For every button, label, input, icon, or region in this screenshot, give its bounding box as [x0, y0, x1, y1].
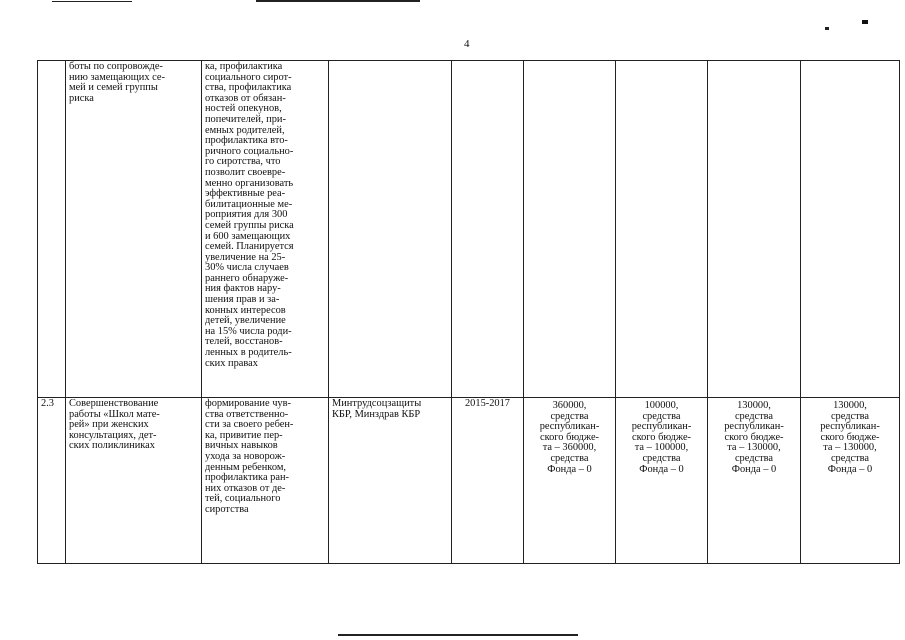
table-row	[38, 61, 900, 398]
period-cell	[452, 61, 524, 398]
scan-artifact-dot	[825, 27, 829, 30]
funding-2015-cell: 100000, средства республикан- ского бюдже- та – 100000, средства Фонда – 0	[616, 398, 708, 564]
expected-result-cell: ка, профилактика социального сирот- ства, профилактика отказов от обязан- ностей опекунов, попечителей, при- емных родителей, профилактика вто- ричного социально- го сиротства, что позволит своевре- менно организовать эффективные реа- билитационные ме- роприятия для 300 семей группы риска и 600 замещающих семей. Планируется увеличение на 25- 30% числа случаев раннего обнаруже- ния фактов нару- шения прав и за- конных интересов детей, увеличение на 15% числа роди- телей, восстанов- ленных в родитель- ских правах	[202, 61, 329, 398]
funding-total-cell: 360000, средства республикан- ского бюдже- та – 360000, средства Фонда – 0	[524, 398, 616, 564]
scan-artifact-dot	[862, 20, 868, 24]
scan-artifact-line	[256, 0, 420, 2]
page-number: 4	[464, 38, 470, 50]
funding-2015-cell	[616, 61, 708, 398]
executor-cell	[329, 61, 452, 398]
executor-cell: Минтрудсоцзащиты КБР, Минздрав КБР	[329, 398, 452, 564]
funding-2016-cell: 130000, средства республикан- ского бюдже- та – 130000, средства Фонда – 0	[708, 398, 801, 564]
period-cell: 2015-2017	[452, 398, 524, 564]
expected-result-cell: формирование чув- ства ответственно- сти за своего ребен- ка, привитие пер- вичных навыков ухода за новорож- денным ребенком, профилактика ран- них отказов от де- тей, социального сиротства	[202, 398, 329, 564]
item-number-cell	[38, 61, 66, 398]
activity-cell: боты по сопровожде- нию замещающих се- мей и семей группы риска	[66, 61, 202, 398]
funding-total-cell	[524, 61, 616, 398]
funding-2017-cell: 130000, средства республикан- ского бюдже- та – 130000, средства Фонда – 0	[801, 398, 900, 564]
scan-artifact-line	[338, 634, 578, 636]
table-row	[38, 398, 900, 564]
activity-cell: Совершенствование работы «Школ мате- рей» при женских консультациях, дет- ских поликлиниках	[66, 398, 202, 564]
funding-2016-cell	[708, 61, 801, 398]
program-activities-table	[37, 60, 900, 564]
scan-artifact-line	[52, 1, 132, 2]
funding-2017-cell	[801, 61, 900, 398]
item-number-cell: 2.3	[38, 398, 66, 564]
